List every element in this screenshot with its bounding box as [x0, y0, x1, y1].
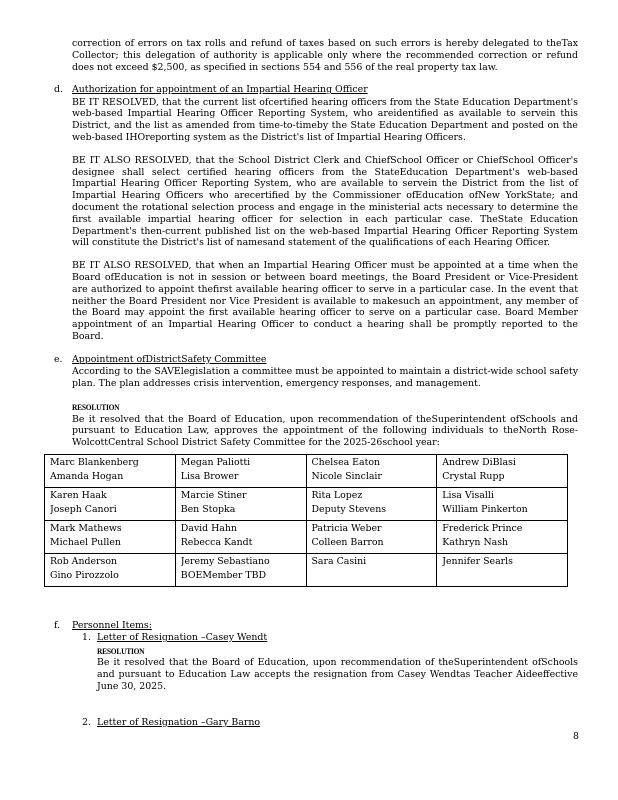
section-d-letter: d. — [54, 84, 63, 96]
committee-member: Megan Paliotti — [180, 456, 251, 468]
section-f-letter: f. — [54, 619, 61, 631]
page-number: 8 — [573, 731, 579, 742]
personnel-item-1-number: 1. — [82, 632, 91, 644]
table-cell — [45, 553, 176, 586]
table-cell — [175, 520, 306, 553]
intro-paragraph: correction of errors on tax rolls and refund of taxes based on such errors is hereby delegated to theTax Collector; this delegation of authority is applicable only where the recommended correction or refund does not exceed $2,500, as specified in sections 554 and 556 of the real property tax law. — [72, 38, 578, 73]
table-row — [45, 487, 568, 520]
spacer — [72, 704, 578, 717]
committee-member — [312, 569, 433, 583]
section-e — [50, 353, 578, 587]
committee-member: Colleen Barron — [311, 536, 384, 548]
section-d-paragraph-1: BE IT RESOLVED, that the current list ofcertified hearing officers from the State Education Department's web-based Impartial Hearing Officer Reporting System, who areidentified as available to servein this District, and the list as amended from time-to-timeby the State Education Department and posted on the web-based IHOreporting system as the District's list of Impartial Hearing Officers. — [72, 96, 578, 144]
table-cell — [175, 487, 306, 520]
section-f — [54, 619, 578, 729]
table-cell — [175, 553, 306, 586]
committee-member: Sara Casini — [311, 555, 367, 567]
section-e-letter: e. — [54, 353, 63, 365]
table-cell — [306, 487, 437, 520]
personnel-item-1-heading: Letter of Resignation –Casey Wendt — [97, 632, 268, 644]
committee-member: Andrew DiBlasi — [442, 456, 516, 468]
personnel-item-2-heading: Letter of Resignation –Gary Barno — [97, 716, 261, 728]
section-e-resolution-label: RESOLUTION — [72, 401, 120, 412]
committee-member: Michael Pullen — [50, 536, 121, 548]
personnel-item-1 — [82, 632, 578, 692]
table-cell — [306, 454, 437, 487]
committee-member: William Pinkerton — [442, 503, 528, 515]
table-cell — [306, 553, 437, 586]
table-row — [45, 553, 568, 586]
table-row — [45, 520, 568, 553]
safety-committee-table — [44, 454, 568, 587]
committee-member: Gino Pirozzolo — [50, 569, 119, 581]
table-cell — [437, 454, 568, 487]
table-cell — [306, 520, 437, 553]
committee-member: Rita Lopez — [311, 489, 363, 501]
table-cell — [45, 487, 176, 520]
section-d-paragraph-2: BE IT ALSO RESOLVED, that the School District Clerk and ChiefSchool Officer or ChiefSchool Officer's designee shall select certified hearing officers from the StateEducation Department's web-based Impartial Hearing Officer Reporting System, who are available to servein the District from the list of Impartial Hearing Officers who arecertified by the Commissioner ofEducation ofNew YorkState; and document the rotational selection process and engage in the ministerial acts necessary to determine the first available impartial hearing officer for selection in each particular case. TheState Education Department's then-current published list on the web-based Impartial Hearing Officer Reporting System will constitute the District's list of namesand statement of the qualifications of each Hearing Officer. — [72, 154, 578, 249]
committee-member: Mark Mathews — [50, 522, 122, 534]
section-e-heading: Appointment ofDistrictSafety Committee — [72, 353, 267, 365]
personnel-item-2-number: 2. — [82, 716, 91, 728]
committee-member: Marcie Stiner — [180, 489, 247, 501]
committee-member: Joseph Canori — [50, 503, 117, 515]
table-cell — [45, 520, 176, 553]
committee-member: Jeremy Sebastiano — [180, 555, 270, 567]
committee-member: Rob Anderson — [50, 555, 118, 567]
section-e-resolution-text: Be it resolved that the Board of Education, upon recommendation of theSuperintendent ofSchools and pursuant to Education Law, approves the appointment of the following individuals to theNorth Rose-WolcottCentral School District Safety Committee for the 2025-26school year: — [72, 413, 578, 449]
committee-member — [442, 569, 563, 583]
personnel-item-1-resolution-label: RESOLUTION — [97, 645, 145, 656]
committee-member: Ben Stopka — [180, 503, 236, 515]
section-d — [54, 84, 578, 343]
personnel-item-2 — [82, 716, 578, 729]
spacer — [72, 598, 578, 620]
table-cell — [437, 553, 568, 586]
committee-member: Lisa Visalli — [442, 489, 494, 501]
table-cell — [437, 487, 568, 520]
committee-member: BOEMember TBD — [180, 569, 267, 581]
table-cell — [45, 454, 176, 487]
committee-member: Patricia Weber — [311, 522, 382, 534]
committee-member: Karen Haak — [50, 489, 107, 501]
committee-member: Deputy Stevens — [311, 503, 387, 515]
committee-member: Chelsea Eaton — [311, 456, 381, 468]
committee-member: Marc Blankenberg — [50, 456, 139, 468]
committee-member: Lisa Brower — [180, 470, 239, 482]
personnel-item-1-text: Be it resolved that the Board of Education, upon recommendation of theSuperintendent ofSchools and pursuant to Education Law accepts the resignation from Casey Wendtas Teacher Aideeffective June 30, 2025. — [97, 657, 578, 692]
committee-member: Frederick Prince — [442, 522, 523, 534]
committee-member: David Hahn — [180, 522, 237, 534]
committee-member: Rebecca Kandt — [180, 536, 253, 548]
committee-member: Crystal Rupp — [442, 470, 505, 482]
section-d-paragraph-3: BE IT ALSO RESOLVED, that when an Impartial Hearing Officer must be appointed at a time when the Board ofEducation is not in session or between board meetings, the Board President or Vice-President are authorized to appoint thefirst available hearing officer to serve in a particular case. In the event that neither the Board President nor Vice President is available to makesuch an appointment, any member of the Board may appoint the first available hearing officer to serve on a particular case. Board Member appointment of an Impartial Hearing Officer to conduct a hearing shall be promptly reported to the Board. — [72, 260, 578, 343]
section-e-intro: According to the SAVElegislation a committee must be appointed to maintain a district-wide school safety plan. The plan addresses crisis intervention, emergency responses, and management. — [72, 366, 578, 389]
table-cell — [175, 454, 306, 487]
committee-member: Amanda Hogan — [50, 470, 124, 482]
section-f-heading: Personnel Items: — [72, 619, 152, 631]
table-cell — [437, 520, 568, 553]
committee-member: Nicole Sinclair — [311, 470, 382, 482]
table-row — [45, 454, 568, 487]
committee-member: Jennifer Searls — [442, 555, 513, 567]
safety-committee-table-wrap — [44, 454, 578, 587]
committee-member: Kathryn Nash — [442, 536, 509, 548]
section-d-heading: Authorization for appointment of an Impartial Hearing Officer — [72, 84, 368, 96]
